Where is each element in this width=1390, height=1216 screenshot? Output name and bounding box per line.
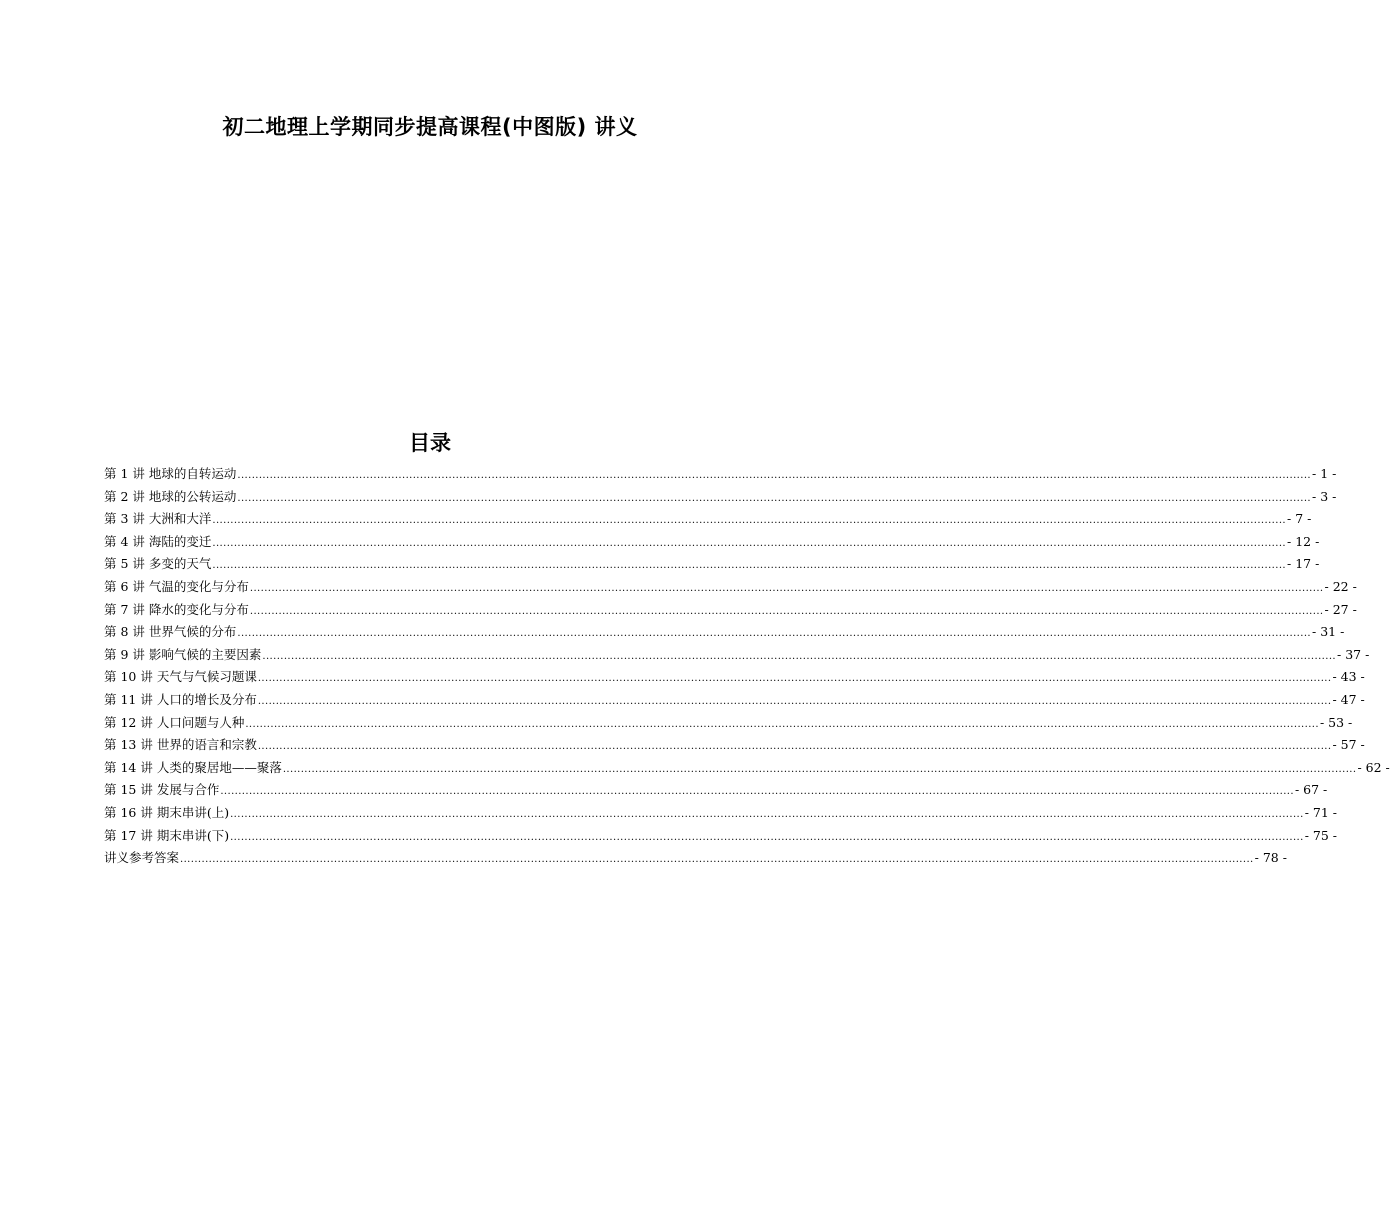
toc-entry[interactable] <box>104 690 1365 713</box>
toc-dot-leader: ............................................................................................................................................................................................................................................................................................................ <box>237 470 1311 481</box>
toc-entry[interactable] <box>104 464 1337 487</box>
toc-dot-leader: ............................................................................................................................................................................................................................................................................................................ <box>249 605 1324 617</box>
toc-entry[interactable] <box>104 713 1353 736</box>
toc-entry[interactable] <box>104 735 1365 758</box>
toc-dot-leader: ............................................................................................................................................................................................................................................................................................................ <box>180 854 1254 866</box>
toc-entry-page: - 47 - <box>1332 691 1365 707</box>
toc-dot-leader: ............................................................................................................................................................................................................................................................................................................ <box>237 492 1311 504</box>
toc-entry[interactable] <box>104 780 1328 803</box>
toc-entry[interactable] <box>104 645 1370 668</box>
toc-entry-page: - 3 - <box>1312 488 1337 504</box>
toc-dot-leader: ............................................................................................................................................................................................................................................................................................................ <box>257 695 1332 707</box>
toc-entry-page: - 57 - <box>1332 737 1365 753</box>
toc-dot-leader: ............................................................................................................................................................................................................................................................................................................ <box>245 718 1319 730</box>
toc-entry-page: - 31 - <box>1312 624 1345 640</box>
toc-entry-label: 第 1 讲 地球的自转运动 <box>104 466 237 481</box>
toc-entry[interactable] <box>104 826 1338 849</box>
toc-dot-leader: ............................................................................................................................................................................................................................................................................................................ <box>230 808 1304 820</box>
toc-entry-label: 第 7 讲 降水的变化与分布 <box>104 601 249 617</box>
toc-entry-page: - 62 - <box>1357 759 1390 775</box>
toc-entry-label: 第 16 讲 期末串讲(上) <box>104 804 230 820</box>
toc-entry-page: - 43 - <box>1332 669 1365 685</box>
toc-entry-page: - 1 - <box>1312 466 1337 481</box>
toc-entry[interactable] <box>104 554 1320 577</box>
toc-dot-leader: ............................................................................................................................................................................................................................................................................................................ <box>249 582 1324 594</box>
toc-entry-label: 第 11 讲 人口的增长及分布 <box>104 691 257 707</box>
toc-entry[interactable] <box>104 803 1338 826</box>
toc-entry-label: 第 8 讲 世界气候的分布 <box>104 624 237 640</box>
toc-entry-label: 第 13 讲 世界的语言和宗教 <box>104 737 257 753</box>
toc-dot-leader: ............................................................................................................................................................................................................................................................................................................ <box>257 673 1332 685</box>
toc-entry[interactable] <box>104 600 1357 623</box>
toc-entry-page: - 67 - <box>1294 782 1328 798</box>
toc-entry-label: 第 4 讲 海陆的变迁 <box>104 533 212 549</box>
toc-dot-leader: ............................................................................................................................................................................................................................................................................................................ <box>282 763 1357 775</box>
toc-entry-page: - 27 - <box>1324 601 1357 617</box>
toc-entry-label: 第 12 讲 人口问题与人种 <box>104 714 245 730</box>
toc-dot-leader: ............................................................................................................................................................................................................................................................................................................ <box>212 560 1286 572</box>
toc-entry-label: 讲义参考答案 <box>104 850 180 866</box>
toc-entry-page: - 75 - <box>1304 827 1338 843</box>
toc-entry[interactable] <box>104 487 1337 510</box>
toc-entry-label: 第 14 讲 人类的聚居地——聚落 <box>104 759 282 775</box>
toc-entry-page: - 71 - <box>1304 804 1338 820</box>
toc-entry-page: - 12 - <box>1287 533 1320 549</box>
toc-entry[interactable] <box>104 532 1320 555</box>
toc-entry-label: 第 9 讲 影响气候的主要因素 <box>104 646 262 662</box>
toc-entry-page: - 22 - <box>1324 578 1357 594</box>
toc-entry[interactable] <box>104 577 1357 600</box>
table-of-contents <box>104 464 1390 871</box>
toc-entry-label: 第 15 讲 发展与合作 <box>104 782 220 798</box>
document-title: 初二地理上学期同步提高课程(中图版) 讲义 <box>222 115 638 139</box>
toc-dot-leader: ............................................................................................................................................................................................................................................................................................................ <box>230 831 1304 843</box>
toc-dot-leader: ............................................................................................................................................................................................................................................................................................................ <box>262 650 1336 662</box>
toc-entry-label: 第 10 讲 天气与气候习题课 <box>104 669 257 685</box>
toc-dot-leader: ............................................................................................................................................................................................................................................................................................................ <box>212 515 1286 527</box>
toc-entry-page: - 7 - <box>1287 511 1312 527</box>
toc-entry[interactable] <box>104 758 1390 781</box>
toc-entry-label: 第 17 讲 期末串讲(下) <box>104 827 230 843</box>
toc-entry[interactable] <box>104 667 1365 690</box>
toc-entry-label: 第 3 讲 大洲和大洋 <box>104 511 212 527</box>
toc-entry-page: - 17 - <box>1287 556 1320 572</box>
toc-dot-leader: ............................................................................................................................................................................................................................................................................................................ <box>212 537 1286 549</box>
toc-entry-label: 第 2 讲 地球的公转运动 <box>104 488 237 504</box>
toc-entry-page: - 53 - <box>1319 714 1353 730</box>
toc-entry-page: - 37 - <box>1337 646 1370 662</box>
toc-dot-leader: ............................................................................................................................................................................................................................................................................................................ <box>220 786 1294 798</box>
toc-entry-page: - 78 - <box>1254 850 1287 866</box>
toc-entry[interactable] <box>104 509 1312 532</box>
toc-entry-label: 第 6 讲 气温的变化与分布 <box>104 578 249 594</box>
toc-heading: 目录 <box>409 431 451 455</box>
toc-entry-label: 第 5 讲 多变的天气 <box>104 556 212 572</box>
toc-entry[interactable] <box>104 622 1345 645</box>
toc-entry[interactable] <box>104 848 1287 871</box>
toc-dot-leader: ............................................................................................................................................................................................................................................................................................................ <box>257 741 1332 753</box>
toc-dot-leader: ............................................................................................................................................................................................................................................................................................................ <box>237 628 1311 640</box>
